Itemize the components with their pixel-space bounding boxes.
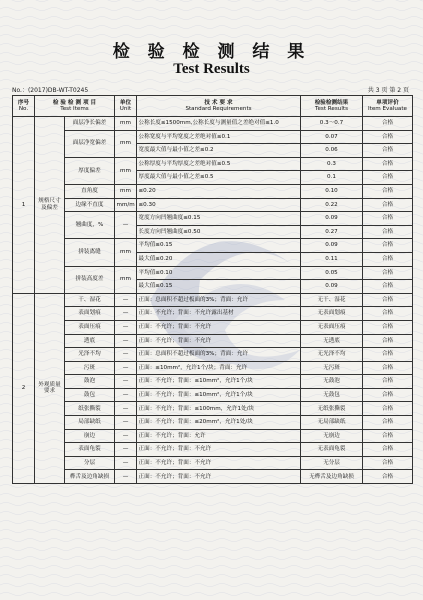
table-row [13,184,413,198]
standard-requirement: 平均值≤0.10 [137,266,301,280]
test-result: 无鼓包 [301,388,363,402]
item-evaluation: 合格 [363,184,413,198]
item-evaluation: 合格 [363,443,413,457]
item-evaluation: 合格 [363,456,413,470]
column-header-5 [363,96,413,117]
test-result: 无分层 [301,456,363,470]
item-evaluation: 合格 [363,361,413,375]
test-item-name: 局部缺纸 [65,416,115,430]
background-wave-line [0,521,423,524]
test-result: 0.10 [301,184,363,198]
table-row [13,416,413,430]
standard-requirement: 正面：不允许；背面：不允许露出基材 [137,307,301,321]
test-item-unit: — [115,320,137,334]
table-row [13,402,413,416]
test-item-unit: — [115,470,137,484]
test-item-unit: — [115,443,137,457]
column-header-2 [115,96,137,117]
table-row [13,130,413,144]
test-item-unit: mm [115,184,137,198]
item-evaluation: 合格 [363,375,413,389]
test-item-unit: — [115,348,137,362]
test-item-name: 榫舌及边角缺损 [65,470,115,484]
item-evaluation: 合格 [363,252,413,266]
table-row [13,117,413,131]
test-result: 0.06 [301,144,363,158]
standard-requirement: 正面：不允许；背面：不允许 [137,320,301,334]
item-evaluation: 合格 [363,212,413,226]
test-item-unit: — [115,307,137,321]
test-item-name: 表面龟裂 [65,443,115,457]
standard-requirement: 正面：总面积不超过板面的3%；背面：允许 [137,293,301,307]
test-item-unit: mm/m [115,198,137,212]
standard-requirement: 正面：总面积不超过板面的3%；背面：允许 [137,348,301,362]
test-result: 0.1 [301,171,363,185]
report-number: No.：(2017)DB-WT-T0245 [12,87,89,94]
item-evaluation: 合格 [363,429,413,443]
column-header-en: Standard Requirements [185,106,252,112]
table-row [13,157,413,171]
item-evaluation: 合格 [363,130,413,144]
table-row [13,239,413,253]
column-header-1 [35,96,115,117]
item-evaluation: 合格 [363,239,413,253]
test-result: 无崩边 [301,429,363,443]
standard-requirement: 正面：不允许；背面：不允许 [137,443,301,457]
group-number: 1 [13,117,35,294]
item-evaluation: 合格 [363,280,413,294]
table-row [13,212,413,226]
column-header-en: Test Items [60,106,89,112]
background-wave-line [0,584,423,587]
column-header-cn: 单项评价 [376,99,399,106]
standard-requirement: 宽度最大值与最小值之差≤0.2 [137,144,301,158]
table-row [13,429,413,443]
table-row [13,456,413,470]
standard-requirement: 正面：不允许；背面：不允许 [137,470,301,484]
standard-requirement: 正面：不允许；背面：≤10mm²，允许1个/块 [137,388,301,402]
test-result: 无鼓泡 [301,375,363,389]
test-result: 无局部缺纸 [301,416,363,430]
background-wave-line [0,557,423,560]
test-result: 无表面划痕 [301,307,363,321]
group-number: 2 [13,293,35,483]
test-item-name: 鼓泡 [65,375,115,389]
standard-requirement: 正面：不允许；背面：允许 [137,429,301,443]
test-item-unit: mm [115,239,137,266]
test-item-name: 边缘不直度 [65,198,115,212]
test-item-unit: mm [115,266,137,293]
standard-requirement: 公称厚度与平均厚度之差绝对值≤0.5 [137,157,301,171]
test-result: 0.05 [301,266,363,280]
column-header-en: Test Results [315,106,348,112]
item-evaluation: 合格 [363,225,413,239]
test-result: 0.09 [301,212,363,226]
standard-requirement: 厚度最大值与最小值之差≤0.5 [137,171,301,185]
item-evaluation: 合格 [363,470,413,484]
test-result: 0.09 [301,239,363,253]
background-wave-line [0,503,423,506]
item-evaluation: 合格 [363,144,413,158]
standard-requirement: 长度方向凹翘曲度≤0.50 [137,225,301,239]
background-wave-line [0,26,423,29]
standard-requirement: 正面：不允许；背面：≤20mm²，允许1处/块 [137,416,301,430]
test-item-name: 光泽不均 [65,348,115,362]
background-wave-line [0,575,423,578]
page-indicator: 共 3 页 第 2 页 [367,87,409,94]
test-item-name: 鼓包 [65,388,115,402]
group-category: 外观质量要求 [35,293,65,483]
test-item-unit: mm [115,117,137,131]
test-result: 无表面龟裂 [301,443,363,457]
test-item-name: 表面划痕 [65,307,115,321]
test-item-name: 表面压痕 [65,320,115,334]
column-header-en: No. [18,106,29,112]
test-result: 无透底 [301,334,363,348]
test-item-name: 面层净宽偏差 [65,130,115,157]
item-evaluation: 合格 [363,348,413,362]
table-row [13,307,413,321]
test-item-name: 污斑 [65,361,115,375]
test-item-name: 厚度偏差 [65,157,115,184]
background-wave-line [0,485,423,488]
test-item-unit: — [115,293,137,307]
standard-requirement: 最大值≤0.20 [137,252,301,266]
test-item-name: 翘曲度，% [65,212,115,239]
test-item-name: 直角度 [65,184,115,198]
item-evaluation: 合格 [363,416,413,430]
background-wave-line [0,494,423,497]
test-item-unit: — [115,388,137,402]
background-wave-line [0,8,423,11]
item-evaluation: 合格 [363,171,413,185]
standard-requirement: 正面：不允许；背面：≤10mm²，允许1个/块 [137,375,301,389]
test-results-table [12,95,413,484]
table-row [13,388,413,402]
standard-requirement: 正面：不允许；背面：≤100mm，允许1处/块 [137,402,301,416]
item-evaluation: 合格 [363,117,413,131]
item-evaluation: 合格 [363,334,413,348]
test-item-unit: — [115,375,137,389]
test-item-unit: — [115,402,137,416]
standard-requirement: ≤0.20 [137,184,301,198]
test-item-unit: mm [115,157,137,184]
standard-requirement: 正面：不允许；背面：不允许 [137,334,301,348]
background-wave-line [0,566,423,569]
background-wave-line [0,530,423,533]
test-item-unit: — [115,334,137,348]
item-evaluation: 合格 [363,388,413,402]
test-result: 无污斑 [301,361,363,375]
background-wave-line [0,548,423,551]
standard-requirement: 正面：不允许；背面：不允许 [137,456,301,470]
test-item-name: 拼装离缝 [65,239,115,266]
test-result: 0.07 [301,130,363,144]
test-item-name: 纸张撕裂 [65,402,115,416]
standard-requirement: 公称长度≤1500mm,公称长度与测量值之差绝对值≤1.0 [137,117,301,131]
test-result: 无干、湿花 [301,293,363,307]
test-result: 0.27 [301,225,363,239]
item-evaluation: 合格 [363,320,413,334]
test-item-unit: — [115,416,137,430]
table-row [13,361,413,375]
column-header-3 [137,96,301,117]
group-category: 规格尺寸及偏差 [35,117,65,294]
item-evaluation: 合格 [363,293,413,307]
table-row [13,443,413,457]
background-wave-line [0,0,423,2]
test-item-name: 崩边 [65,429,115,443]
test-result: 0.3 [301,157,363,171]
table-row [13,375,413,389]
test-item-name: 分层 [65,456,115,470]
column-header-en: Item Evaluate [368,106,407,112]
standard-requirement: 公称宽度与平均宽度之差绝对值≤0.1 [137,130,301,144]
table-row [13,198,413,212]
table-row [13,334,413,348]
item-evaluation: 合格 [363,402,413,416]
report-title-en: Test Results [173,61,250,77]
column-header-cn: 检验检测结果 [314,99,349,106]
table-row [13,348,413,362]
background-wave-line [0,593,423,596]
standard-requirement: 正面：≤10mm²，允许1个/块；背面：允许 [137,361,301,375]
test-result: 0.09 [301,280,363,294]
column-header-cn: 序号 [17,99,30,106]
standard-requirement: 平均值≤0.15 [137,239,301,253]
table-row [13,320,413,334]
column-header-cn: 单位 [119,99,132,106]
test-item-name: 拼装高度差 [65,266,115,293]
column-header-cn: 技 术 要 求 [204,99,233,106]
table-header-row [13,96,413,117]
column-header-0 [13,96,35,117]
background-wave-line [0,539,423,542]
standard-requirement: 最大值≤0.15 [137,280,301,294]
test-item-unit: mm [115,130,137,157]
test-result: 0.11 [301,252,363,266]
item-evaluation: 合格 [363,198,413,212]
column-header-cn: 检 验 检 测 项 目 [52,99,97,106]
test-item-name: 透底 [65,334,115,348]
background-wave-line [0,17,423,20]
table-row [13,293,413,307]
test-result: 无表面压痕 [301,320,363,334]
column-header-en: Unit [119,106,132,112]
standard-requirement: 宽度方向凹翘曲度≤0.15 [137,212,301,226]
test-result: 0.22 [301,198,363,212]
test-item-name: 干、湿花 [65,293,115,307]
background-wave-line [0,512,423,515]
test-result: 0.3～0.7 [301,117,363,131]
report-title-cn: 检 验 检 测 结 果 [112,42,311,62]
item-evaluation: 合格 [363,157,413,171]
table-row [13,266,413,280]
test-item-unit: — [115,361,137,375]
test-item-unit: — [115,429,137,443]
test-item-unit: — [115,212,137,239]
column-header-4 [301,96,363,117]
test-result: 无榫舌及边角缺损 [301,470,363,484]
test-result: 无纸张撕裂 [301,402,363,416]
item-evaluation: 合格 [363,307,413,321]
test-item-unit: — [115,456,137,470]
background-wave-line [0,80,423,83]
test-result: 无光泽不均 [301,348,363,362]
table-row [13,470,413,484]
test-item-name: 面层净长偏差 [65,117,115,131]
item-evaluation: 合格 [363,266,413,280]
standard-requirement: ≤0.30 [137,198,301,212]
